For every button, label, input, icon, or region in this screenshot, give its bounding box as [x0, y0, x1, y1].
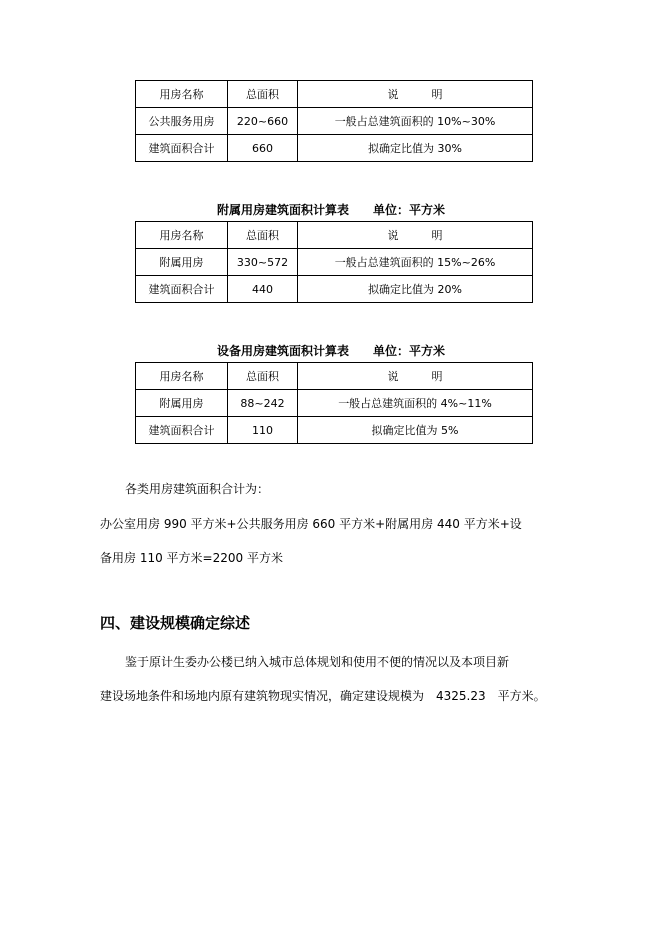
- summary-line-1: 办公室用房 990 平方米+公共服务用房 660 平方米+附属用房 440 平方米+设: [100, 517, 522, 531]
- ancillary-area-table: [135, 221, 533, 303]
- cell-room-name: 公共服务用房: [136, 108, 228, 135]
- header-total-area: 总面积: [228, 363, 298, 390]
- table-row: [136, 276, 533, 303]
- table-row: [136, 135, 533, 162]
- table-header-row: [136, 363, 533, 390]
- table-row: [136, 108, 533, 135]
- cell-room-name: 建筑面积合计: [136, 135, 228, 162]
- table-header-row: [136, 222, 533, 249]
- cell-room-name: 附属用房: [136, 249, 228, 276]
- cell-total-area: 110: [228, 417, 298, 444]
- cell-total-area: 660: [228, 135, 298, 162]
- cell-description: 一般占总建筑面积的 4%~11%: [298, 390, 533, 417]
- section-4-line-2: 建设场地条件和场地内原有建筑物现实情况，确定建设规模为 4325.23 平方米。: [100, 689, 546, 703]
- header-total-area: 总面积: [228, 222, 298, 249]
- ancillary-table-caption: 附属用房建筑面积计算表 单位：平方米: [216, 203, 445, 217]
- summary-intro: 各类用房建筑面积合计为：: [125, 482, 270, 496]
- table-header-row: [136, 81, 533, 108]
- header-description: 说 明: [298, 81, 533, 108]
- cell-total-area: 440: [228, 276, 298, 303]
- section-4-line-1: 鉴于原计生委办公楼已纳入城市总体规划和使用不便的情况以及本项目新: [125, 655, 510, 669]
- header-room-name: 用房名称: [136, 222, 228, 249]
- summary-line-2: 备用房 110 平方米=2200 平方米: [100, 551, 283, 565]
- cell-description: 拟确定比值为 5%: [298, 417, 533, 444]
- header-description: 说 明: [298, 222, 533, 249]
- equipment-area-table: [135, 362, 533, 444]
- table-row: [136, 417, 533, 444]
- header-room-name: 用房名称: [136, 81, 228, 108]
- public-service-area-table: [135, 80, 533, 162]
- cell-description: 一般占总建筑面积的 15%~26%: [298, 249, 533, 276]
- header-total-area: 总面积: [228, 81, 298, 108]
- header-description: 说 明: [298, 363, 533, 390]
- table-row: [136, 390, 533, 417]
- cell-total-area: 330~572: [228, 249, 298, 276]
- cell-room-name: 附属用房: [136, 390, 228, 417]
- table-row: [136, 249, 533, 276]
- cell-room-name: 建筑面积合计: [136, 417, 228, 444]
- cell-description: 拟确定比值为 30%: [298, 135, 533, 162]
- section-4-heading: 四、建设规模确定综述: [100, 614, 251, 632]
- cell-description: 一般占总建筑面积的 10%~30%: [298, 108, 533, 135]
- cell-total-area: 88~242: [228, 390, 298, 417]
- equipment-table-caption: 设备用房建筑面积计算表 单位：平方米: [216, 344, 445, 358]
- header-room-name: 用房名称: [136, 363, 228, 390]
- cell-room-name: 建筑面积合计: [136, 276, 228, 303]
- cell-description: 拟确定比值为 20%: [298, 276, 533, 303]
- cell-total-area: 220~660: [228, 108, 298, 135]
